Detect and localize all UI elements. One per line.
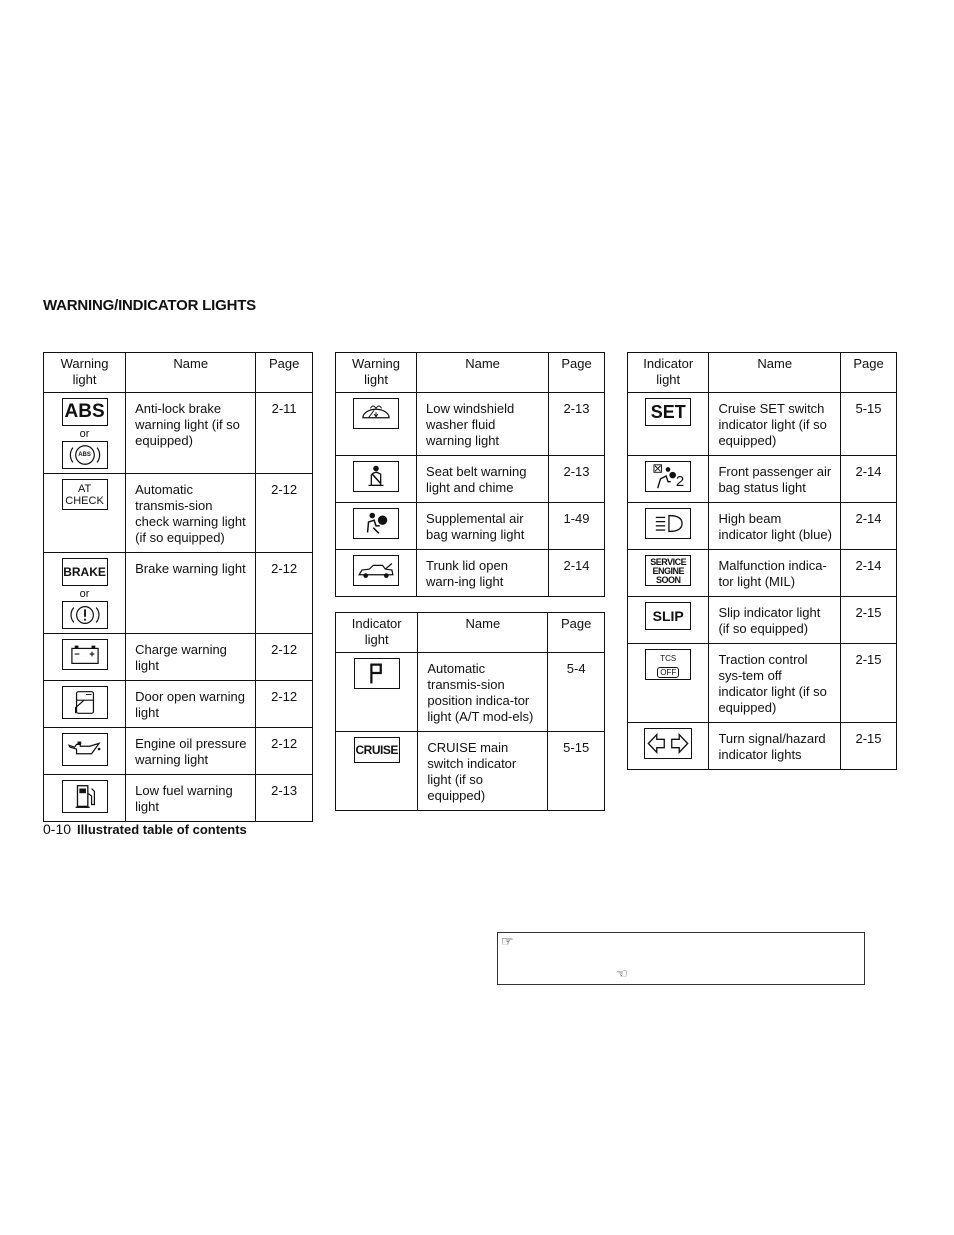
seat-belt-icon xyxy=(353,461,399,492)
col-header-page: Page xyxy=(549,353,605,393)
table-header-row xyxy=(628,353,897,393)
light-name: Low fuel warning light xyxy=(126,775,256,822)
page-ref: 2-12 xyxy=(256,634,313,681)
page-ref: 2-11 xyxy=(256,393,313,474)
page-ref: 2-13 xyxy=(549,393,605,456)
light-name: Turn signal/hazard indicator lights xyxy=(709,723,841,770)
page-ref: 2-14 xyxy=(841,550,897,597)
trunk-open-icon xyxy=(353,555,399,586)
col-header-page: Page xyxy=(256,353,313,393)
table-header-row xyxy=(336,613,605,653)
footer-title: Illustrated table of contents xyxy=(77,822,247,837)
table-row xyxy=(336,653,605,732)
table-row xyxy=(336,393,605,456)
page-ref: 2-15 xyxy=(841,644,897,723)
col-header-name: Name xyxy=(709,353,841,393)
table-row xyxy=(44,553,313,634)
or-label: or xyxy=(79,588,90,600)
page-ref: 2-14 xyxy=(841,456,897,503)
cruise-icon: CRUISE xyxy=(354,737,400,763)
light-name: CRUISE main switch indicator light (if so equipped) xyxy=(418,732,548,811)
page-ref: 2-13 xyxy=(256,775,313,822)
table-row xyxy=(336,503,605,550)
page-ref: 2-13 xyxy=(549,456,605,503)
light-name: Charge warning light xyxy=(126,634,256,681)
table-row xyxy=(628,393,897,456)
brake-circle-icon xyxy=(62,601,108,629)
table-row xyxy=(44,681,313,728)
table-row xyxy=(44,474,313,553)
high-beam-icon xyxy=(645,508,691,539)
col-header-name: Name xyxy=(417,353,549,393)
washer-fluid-icon xyxy=(353,398,399,429)
page-number: 0-10 xyxy=(43,821,72,837)
table-header-row xyxy=(44,353,313,393)
light-name: Trunk lid open warn-ing light xyxy=(417,550,549,597)
col-header-name: Name xyxy=(418,613,548,653)
table-header-row xyxy=(336,353,605,393)
abs-circle-icon: ABS xyxy=(62,441,108,469)
battery-icon xyxy=(62,639,108,670)
fuel-pump-icon xyxy=(62,780,108,813)
table-row xyxy=(628,456,897,503)
brake-icon: BRAKE xyxy=(62,558,108,586)
page-ref: 2-12 xyxy=(256,681,313,728)
table-row xyxy=(44,393,313,474)
passenger-airbag-status-icon: 2 xyxy=(645,461,691,492)
table-row xyxy=(336,456,605,503)
page-ref: 2-15 xyxy=(841,723,897,770)
light-name: Low windshield washer fluid warning light xyxy=(417,393,549,456)
col-header-light: Warning light xyxy=(336,353,417,393)
col-header-light: Indicator light xyxy=(628,353,709,393)
page-ref: 5-4 xyxy=(548,653,605,732)
turn-signal-icon xyxy=(644,728,692,759)
light-name: Malfunction indica-tor light (MIL) xyxy=(709,550,841,597)
light-name: Front passenger air bag status light xyxy=(709,456,841,503)
light-name: Supplemental air bag warning light xyxy=(417,503,549,550)
light-name: Door open warning light xyxy=(126,681,256,728)
table-row xyxy=(628,597,897,644)
light-name: Brake warning light xyxy=(126,553,256,634)
light-name: Traction control sys-tem off indicator light (if so equipped) xyxy=(709,644,841,723)
page-ref: 2-14 xyxy=(549,550,605,597)
col-header-page: Page xyxy=(841,353,897,393)
table-row xyxy=(336,550,605,597)
at-check-icon: AT CHECK xyxy=(62,479,108,510)
page-ref: 2-15 xyxy=(841,597,897,644)
light-name: Automatic transmis-sion check warning light (if so equipped) xyxy=(126,474,256,553)
page-ref: 2-12 xyxy=(256,474,313,553)
airbag-icon xyxy=(353,508,399,539)
page-ref: 2-12 xyxy=(256,728,313,775)
warning-lights-table-2 xyxy=(335,352,605,597)
table-row xyxy=(336,732,605,811)
table-row xyxy=(628,503,897,550)
col-header-light: Warning light xyxy=(44,353,126,393)
light-name: Seat belt warning light and chime xyxy=(417,456,549,503)
tcs-off-icon: TCS OFF xyxy=(645,649,691,680)
light-name: Automatic transmis-sion position indica-tor light (A/T mod-els) xyxy=(418,653,548,732)
page-ref: 2-14 xyxy=(841,503,897,550)
note-box xyxy=(497,932,865,985)
table-row xyxy=(628,644,897,723)
abs-icon: ABS xyxy=(62,398,108,426)
page-ref: 5-15 xyxy=(548,732,605,811)
door-open-icon xyxy=(62,686,108,719)
page-ref: 5-15 xyxy=(841,393,897,456)
light-name: Slip indicator light (if so equipped) xyxy=(709,597,841,644)
park-p-icon xyxy=(354,658,400,689)
set-icon: SET xyxy=(645,398,691,426)
page-footer xyxy=(43,821,247,837)
oil-can-icon xyxy=(62,733,108,766)
light-name: Anti-lock brake warning light (if so equipped) xyxy=(126,393,256,474)
col-header-light: Indicator light xyxy=(336,613,418,653)
light-name: Cruise SET switch indicator light (if so equipped) xyxy=(709,393,841,456)
light-name: High beam indicator light (blue) xyxy=(709,503,841,550)
col-header-name: Name xyxy=(126,353,256,393)
section-heading: WARNING/INDICATOR LIGHTS xyxy=(43,297,256,314)
or-label: or xyxy=(79,428,90,440)
table-row xyxy=(44,728,313,775)
pointing-hand-right-icon: ☞ xyxy=(501,933,514,949)
light-name: Engine oil pressure warning light xyxy=(126,728,256,775)
service-engine-soon-icon: SERVICE ENGINE SOON xyxy=(645,555,691,586)
table-row xyxy=(628,550,897,597)
table-row xyxy=(44,634,313,681)
page-ref: 2-12 xyxy=(256,553,313,634)
page-ref: 1-49 xyxy=(549,503,605,550)
indicator-lights-table-4 xyxy=(627,352,897,770)
warning-lights-table-1 xyxy=(43,352,313,822)
col-header-page: Page xyxy=(548,613,605,653)
pointing-hand-left-icon: ☜ xyxy=(616,966,628,981)
indicator-lights-table-3 xyxy=(335,612,605,811)
table-row xyxy=(628,723,897,770)
table-row xyxy=(44,775,313,822)
slip-icon: SLIP xyxy=(645,602,691,630)
